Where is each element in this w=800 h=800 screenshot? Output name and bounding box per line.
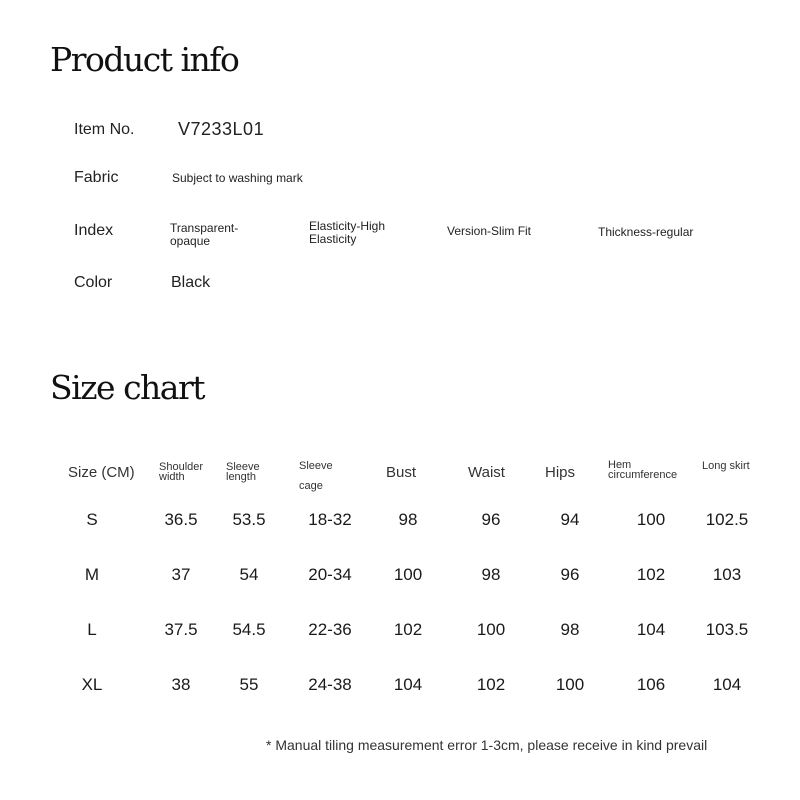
cell-waist: 98 bbox=[481, 565, 501, 584]
cell-long-skirt: 103.5 bbox=[705, 620, 749, 639]
cell-shoulder-width: 37.5 bbox=[164, 620, 198, 639]
cell-waist: 100 bbox=[476, 620, 506, 639]
cell-sleeve-cage: 24-38 bbox=[308, 675, 352, 694]
cell-size: XL bbox=[81, 675, 103, 694]
header-sleeve-cage: Sleeve cage bbox=[299, 460, 333, 492]
header-hem-circumference: Hem circumference bbox=[608, 459, 678, 481]
index-value-thickness: Thickness-regular bbox=[598, 225, 694, 239]
product-info-heading: Product info bbox=[50, 40, 239, 79]
cell-hem-circumference: 100 bbox=[636, 510, 666, 529]
cell-bust: 102 bbox=[393, 620, 423, 639]
fabric-label: Fabric bbox=[74, 169, 119, 186]
cell-bust: 98 bbox=[398, 510, 418, 529]
header-bust: Bust bbox=[386, 464, 417, 481]
cell-sleeve-cage: 18-32 bbox=[308, 510, 352, 529]
cell-long-skirt: 104 bbox=[712, 675, 742, 694]
cell-hem-circumference: 102 bbox=[636, 565, 666, 584]
cell-waist: 102 bbox=[476, 675, 506, 694]
index-value-transparency: Transparent- opaque bbox=[170, 221, 239, 248]
cell-shoulder-width: 38 bbox=[171, 675, 191, 694]
cell-sleeve-length: 55 bbox=[239, 675, 259, 694]
cell-sleeve-cage: 20-34 bbox=[308, 565, 352, 584]
cell-hips: 96 bbox=[560, 565, 580, 584]
cell-hips: 98 bbox=[560, 620, 580, 639]
header-size: Size (CM) bbox=[68, 464, 135, 481]
header-shoulder-width: Shoulder width bbox=[159, 461, 204, 483]
index-label: Index bbox=[74, 222, 114, 239]
cell-size: L bbox=[87, 620, 97, 639]
size-chart-heading: Size chart bbox=[50, 368, 205, 407]
cell-sleeve-length: 54.5 bbox=[232, 620, 266, 639]
cell-hem-circumference: 104 bbox=[636, 620, 666, 639]
cell-hips: 94 bbox=[560, 510, 580, 529]
cell-hips: 100 bbox=[555, 675, 585, 694]
cell-sleeve-length: 53.5 bbox=[232, 510, 266, 529]
cell-long-skirt: 103 bbox=[712, 565, 742, 584]
index-value-elasticity: Elasticity-High Elasticity bbox=[309, 219, 386, 246]
color-value: Black bbox=[171, 274, 211, 291]
header-long-skirt: Long skirt bbox=[702, 460, 750, 472]
measurement-note: * Manual tiling measurement error 1-3cm, please receive in kind prevail bbox=[266, 737, 708, 753]
cell-waist: 96 bbox=[481, 510, 501, 529]
cell-hem-circumference: 106 bbox=[636, 675, 666, 694]
cell-sleeve-cage: 22-36 bbox=[308, 620, 352, 639]
header-waist: Waist bbox=[468, 464, 505, 481]
item-no-label: Item No. bbox=[74, 121, 135, 138]
cell-bust: 104 bbox=[393, 675, 423, 694]
cell-shoulder-width: 37 bbox=[171, 565, 191, 584]
cell-shoulder-width: 36.5 bbox=[164, 510, 198, 529]
cell-long-skirt: 102.5 bbox=[705, 510, 749, 529]
index-value-version: Version-Slim Fit bbox=[447, 224, 532, 238]
cell-size: S bbox=[86, 510, 98, 529]
item-no-value: V7233L01 bbox=[178, 119, 265, 139]
color-label: Color bbox=[74, 274, 113, 291]
header-hips: Hips bbox=[545, 464, 576, 481]
cell-size: M bbox=[84, 565, 100, 584]
cell-sleeve-length: 54 bbox=[239, 565, 259, 584]
cell-bust: 100 bbox=[393, 565, 423, 584]
fabric-value: Subject to washing mark bbox=[172, 171, 303, 185]
header-sleeve-length: Sleeve length bbox=[226, 461, 260, 483]
